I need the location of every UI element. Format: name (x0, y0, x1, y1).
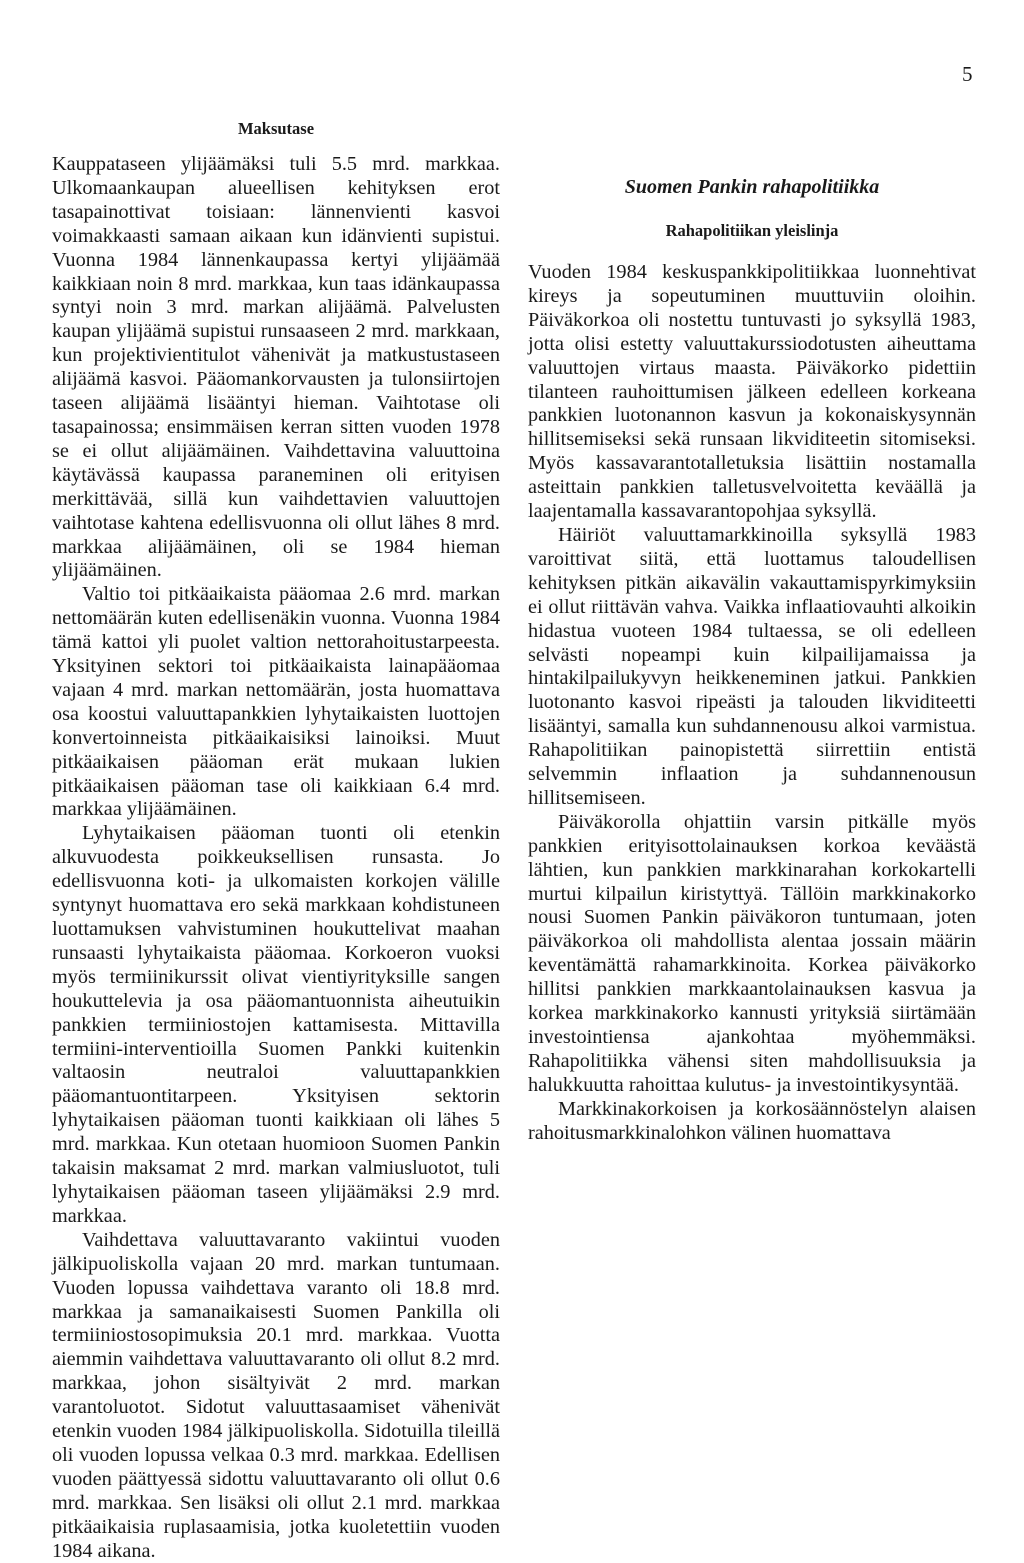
paragraph-paivakorko: Päiväkorolla ohjattiin varsin pitkälle myös pankkien erityisottolainauksen korkoa keväästä lähtien, kun pankkien markkinarahan korkokartelli murtui kilpailun kiristyttyä. Tällöin markkinakorko nousi Suomen Pankin päiväkoron tuntumaan, joten päiväkorkoa oli mahdollista alentaa jossain määrin keventämättä rahamarkkinoita. Korkea päiväkorko hillitsi pankkien markkaantolainauksen kasvua ja korkea markkinakorko kannusti yrityksiä siirtämään investointiensa ajankohtaa myöhemmäksi. Rahapolitiikka vähensi siten mahdollisuuksia ja halukkuutta rahoittaa kulutus- ja investointikysyntää. (528, 810, 976, 1096)
section-heading-maksutase: Maksutase (237, 119, 315, 138)
paragraph-valuuttavaranto: Vaihdettava valuuttavaranto vakiintui vuoden jälkipuoliskolla vajaan 20 mrd. markan tuntumaan. Vuoden lopussa vaihdettava varanto oli 18.8 mrd. markkaa ja samanaikaisesti Suomen Pankilla oli termiiniostosopimuksia 20.1 mrd. markkaa. Vuotta aiemmin vaihdettava valuuttavaranto oli ollut 8.2 mrd. markkaa, johon sisältyivät 2 mrd. markan varantoluotot. Sidotut valuuttasaamiset vähenivät etenkin vuoden 1984 jälkipuoliskolla. Sidotuilla tileillä oli vuoden lopussa velkaa 0.3 mrd. markkaa. Edellisen vuoden päättyessä sidottu valuuttavaranto oli ollut 0.6 mrd. markkaa. Sen lisäksi oli ollut 2.1 mrd. markkaa pitkäaikaisia ruplasaamisia, jotka kuoletettiin vuoden 1984 aikana. (52, 1228, 500, 1562)
paragraph-markkinakorko: Markkinakorkoisen ja korkosäännöstelyn alaisen rahoitusmarkkinalohkon välinen huomattava (528, 1097, 976, 1144)
paragraph-pitkaaikainen-paaoma: Valtio toi pitkäaikaista pääomaa 2.6 mrd. markan nettomäärän kuten edellisenäkin vuonna. Vuonna 1984 tämä kattoi yli puolet valtion nettorahoitustarpeesta. Yksityinen sektori toi pitkäaikaista lainapääomaa vajaan 4 mrd. markan nettomäärän, josta huomattava osa koostui valuuttapankkien lyhytaikaisten luottojen konvertoinneista pitkäaikaisiksi lainoiksi. Muut pitkäaikaisen pääoman erät mukaan lukien pitkäaikaisen pääoman tase oli kaikkiaan 6.4 mrd. markkaa ylijäämäinen. (52, 583, 500, 821)
chapter-title: Suomen Pankin rahapolitiikka (624, 176, 880, 198)
paragraph-kauppatase: Kauppataseen ylijäämäksi tuli 5.5 mrd. markkaa. Ulkomaankaupan alueellisen kehityksen erot tasapainottivat toisiaan: lännenvienti kasvoi voimakkaasti samaan aikaan kun idänvienti supistui. Vuonna 1984 lännenkaupassa kertyi ylijäämää kaikkiaan noin 8 mrd. markkaa, kun taas idänkaupassa syntyi noin 3 mrd. markan alijäämä. Palvelusten kaupan ylijäämä supistui runsaaseen 2 mrd. markkaan, kun projektivientitulot vähenivät ja matkustustaseen alijäämä kasvoi. Pääomankorvausten ja tulonsiirtojen taseen alijäämä lisääntyi hieman. Vaihtotase oli tasapainossa; ensimmäisen kerran sitten vuoden 1978 se ei ollut alijäämäinen. Vaihdettavina valuuttoina käytävässä kaupassa paraneminen oli erityisen merkittävää, sillä kun vaihdettavien valuuttojen vaihtotase kahtena edellisvuonna oli ollut lähes 8 mrd. markkaa alijäämäinen, oli se 1984 hieman ylijäämäinen. (52, 153, 500, 582)
paragraph-lyhytaikainen-paaoma: Lyhytaikaisen pääoman tuonti oli etenkin alkuvuodesta poikkeuksellisen runsasta. Jo edellisvuonna koti- ja ulkomaisten korkojen välille syntynyt huomattava ero sekä markkaan kohdistuneen luottamuksen vahvistuminen houkuttelivat maahan runsaasti lyhytaikaista pääomaa. Korkoeron vuoksi myös termiinikurssit olivat vientiyrityksille sangen houkuttelevia ja osa pääomantuonnista aiheutuikin pankkien termiiniostojen kattamisesta. Mittavilla termiini-interventioilla Suomen Pankki kuitenkin valtaosin neutraloi valuuttapankkien pääomantuontitarpeen. Yksityisen sektorin lyhytaikaisen pääoman tuonti kaikkiaan oli lähes 5 mrd. markkaa. Kun otetaan huomioon Suomen Pankin takaisin maksamat 2 mrd. markan valmiusluotot, tuli lyhytaikaisen pääoman taseen ylijäämäksi 2.9 mrd. markkaa. (52, 822, 500, 1227)
page-number: 5 (962, 62, 973, 86)
subsection-heading: Rahapolitiikan yleislinja (665, 221, 839, 240)
paragraph-yleislinja: Vuoden 1984 keskuspankkipolitiikkaa luonnehtivat kireys ja sopeutuminen muuttuviin oloihin. Päiväkorkoa oli nostettu tuntuvasti jo syksyllä 1983, jotta olisi estetty valuuttakurssiodotusten aiheuttama valuuttojen virtaus maasta. Päiväkorko pidettiin tilanteen rauhoittumisen jälkeen edelleen korkeana pankkien luotonannon kasvun ja kokonaiskysynnän hillitsemiseksi sekä runsaan likviditeetin sitomiseksi. Myös kassavarantotalletuksia lisättiin nostamalla asteittain pankkien talletusvelvoitetta keväällä ja laajentamalla kassavarantopohjaa syksyllä. (528, 261, 976, 523)
paragraph-hairiot: Häiriöt valuuttamarkkinoilla syksyllä 1983 varoittivat siitä, että luottamus taloudellisen kehityksen pitkän aikavälin vakauttamispyrkimyksiin ei ollut riittävän vahva. Vaikka inflaatiovauhti alkoikin hidastua vuoteen 1984 tultaessa, se oli edelleen selvästi nopeampi kuin kilpailijamaissa ja hintakilpailukyvyn heikkeneminen jatkui. Pankkien luotonanto kasvoi ripeästi ja talouden likviditeetti lisääntyi, samalla kun suhdannenousu alkoi varmistua. Rahapolitiikan painopistettä siirrettiin entistä selvemmin inflaation ja suhdannenousun hillitsemiseen. (528, 523, 976, 809)
right-column (528, 116, 976, 1146)
left-column (52, 116, 500, 1563)
